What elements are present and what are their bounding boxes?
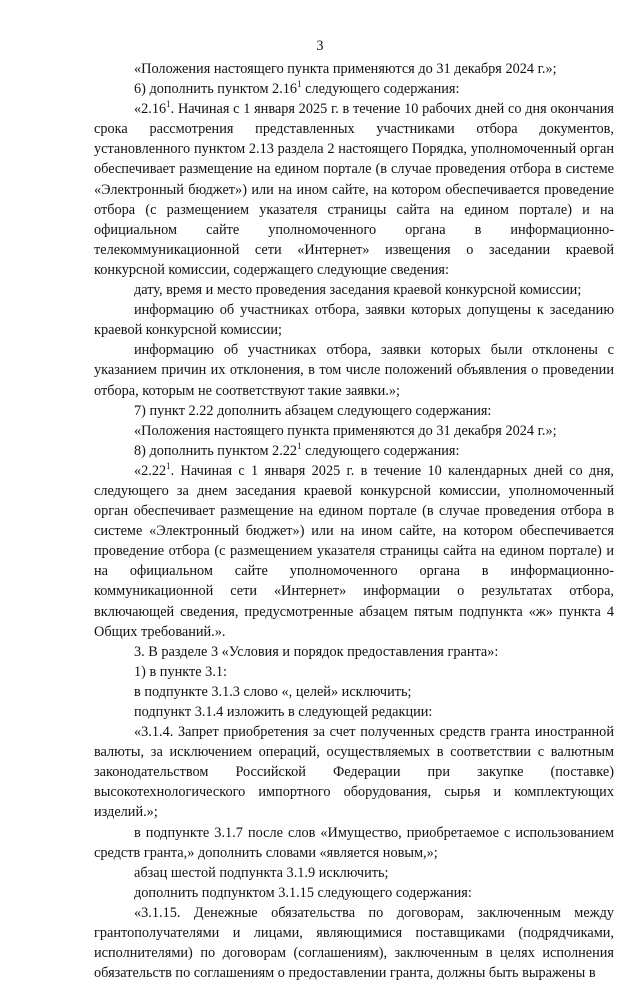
paragraph: дополнить подпунктом 3.1.15 следующего содержания: <box>134 884 472 901</box>
paragraph: абзац шестой подпункта 3.1.9 исключить; <box>134 864 389 881</box>
paragraph: «Положения настоящего пункта применяются до 31 декабря 2024 г.»; <box>134 61 557 77</box>
paragraph: 8) дополнить пунктом 2.22$^1$ следующего содержания: <box>134 441 460 459</box>
paragraph: в подпункте 3.1.3 слово «, целей» исключить; <box>134 683 412 700</box>
paragraph: 1) в пункте 3.1: <box>134 663 228 680</box>
paragraph: подпункт 3.1.4 изложить в следующей редакции: <box>134 704 433 720</box>
paragraph: 3. В разделе 3 «Условия и порядок предоставления гранта»: <box>134 643 499 660</box>
superscript: 1 <box>297 441 302 452</box>
paragraph: «3.1.15. Денежные обязательства по договорам, заключенным между грантополучателями и лицами, являющимися поставщиками (подрядчиками, исполнителями) по договорам (соглашениям), заключенным в целях исполнения обязательств по соглашениям о предоставлении гранта, должны быть выражены в <box>94 904 614 982</box>
paragraph: информацию об участниках отбора, заявки которых были отклонены с указанием причин их отклонения, в том числе положений объявления о проведении отбора, которым не соответствуют такие заявки.»; <box>94 342 614 399</box>
paragraph: «3.1.4. Запрет приобретения за счет полученных средств гранта иностранной валюты, за исключением операций, осуществляемых в соответствии с валютным законодательством Российской Федерации при закупке (поставке) высокотехнологического импортного оборудования, сырья и комплектующих изделий.»; <box>94 724 614 821</box>
page-number: 3 <box>316 38 324 54</box>
paragraph: 7) пункт 2.22 дополнить абзацем следующего содержания: <box>134 402 492 419</box>
superscript: 1 <box>297 79 302 90</box>
paragraph: «2.16$^1$. Начиная с 1 января 2025 г. в течение 10 рабочих дней со дня окончания срока рассмотрения представленных участниками отбора документов, установленного пунктом 2.13 раздела 2 настоящего Порядка, уполномоченный орган обеспечивает размещение на едином портале (в случае проведения отбора в системе «Электронный бюджет») или на ином сайте, на котором обеспечивается проведение отбора (с размещением указателя страницы сайта на едином портале) и на официальном сайте уполномоченного органа в информационно-телекоммуникационной сети «Интернет» извещения о заседании краевой конкурсной комиссии, содержащего следующие сведения: <box>94 99 614 278</box>
paragraph: «2.22$^1$. Начиная с 1 января 2025 г. в течение 10 календарных дней со дня, следующего за днем заседания краевой конкурсной комиссии, уполномоченный орган обеспечивает размещение на едином портале (в случае проведения отбора в системе «Электронный бюджет») или на ином сайте, на котором обеспечивается проведение отбора (с размещением указателя страницы сайта на едином портале) и на официальном сайте уполномоченного органа в информационно-коммуникационной сети «Интернет» информации о результатах отбора, включающей сведения, предусмотренные абзацем пятым подпункта «ж» пункта 4 Общих требований.». <box>94 461 614 640</box>
document-body <box>94 59 614 983</box>
paragraph: в подпункте 3.1.7 после слов «Имущество, приобретаемое с использованием средств гранта,» дополнить словами «является новым,»; <box>94 824 614 861</box>
paragraph: информацию об участниках отбора, заявки которых допущены к заседанию краевой конкурсной комиссии; <box>94 302 614 339</box>
superscript: 1 <box>166 461 171 472</box>
superscript: 1 <box>166 99 171 110</box>
paragraph: дату, время и место проведения заседания краевой конкурсной комиссии; <box>134 282 582 299</box>
paragraph: 6) дополнить пунктом 2.16$^1$ следующего содержания: <box>134 79 460 98</box>
paragraph: «Положения настоящего пункта применяются до 31 декабря 2024 г.»; <box>134 422 557 439</box>
